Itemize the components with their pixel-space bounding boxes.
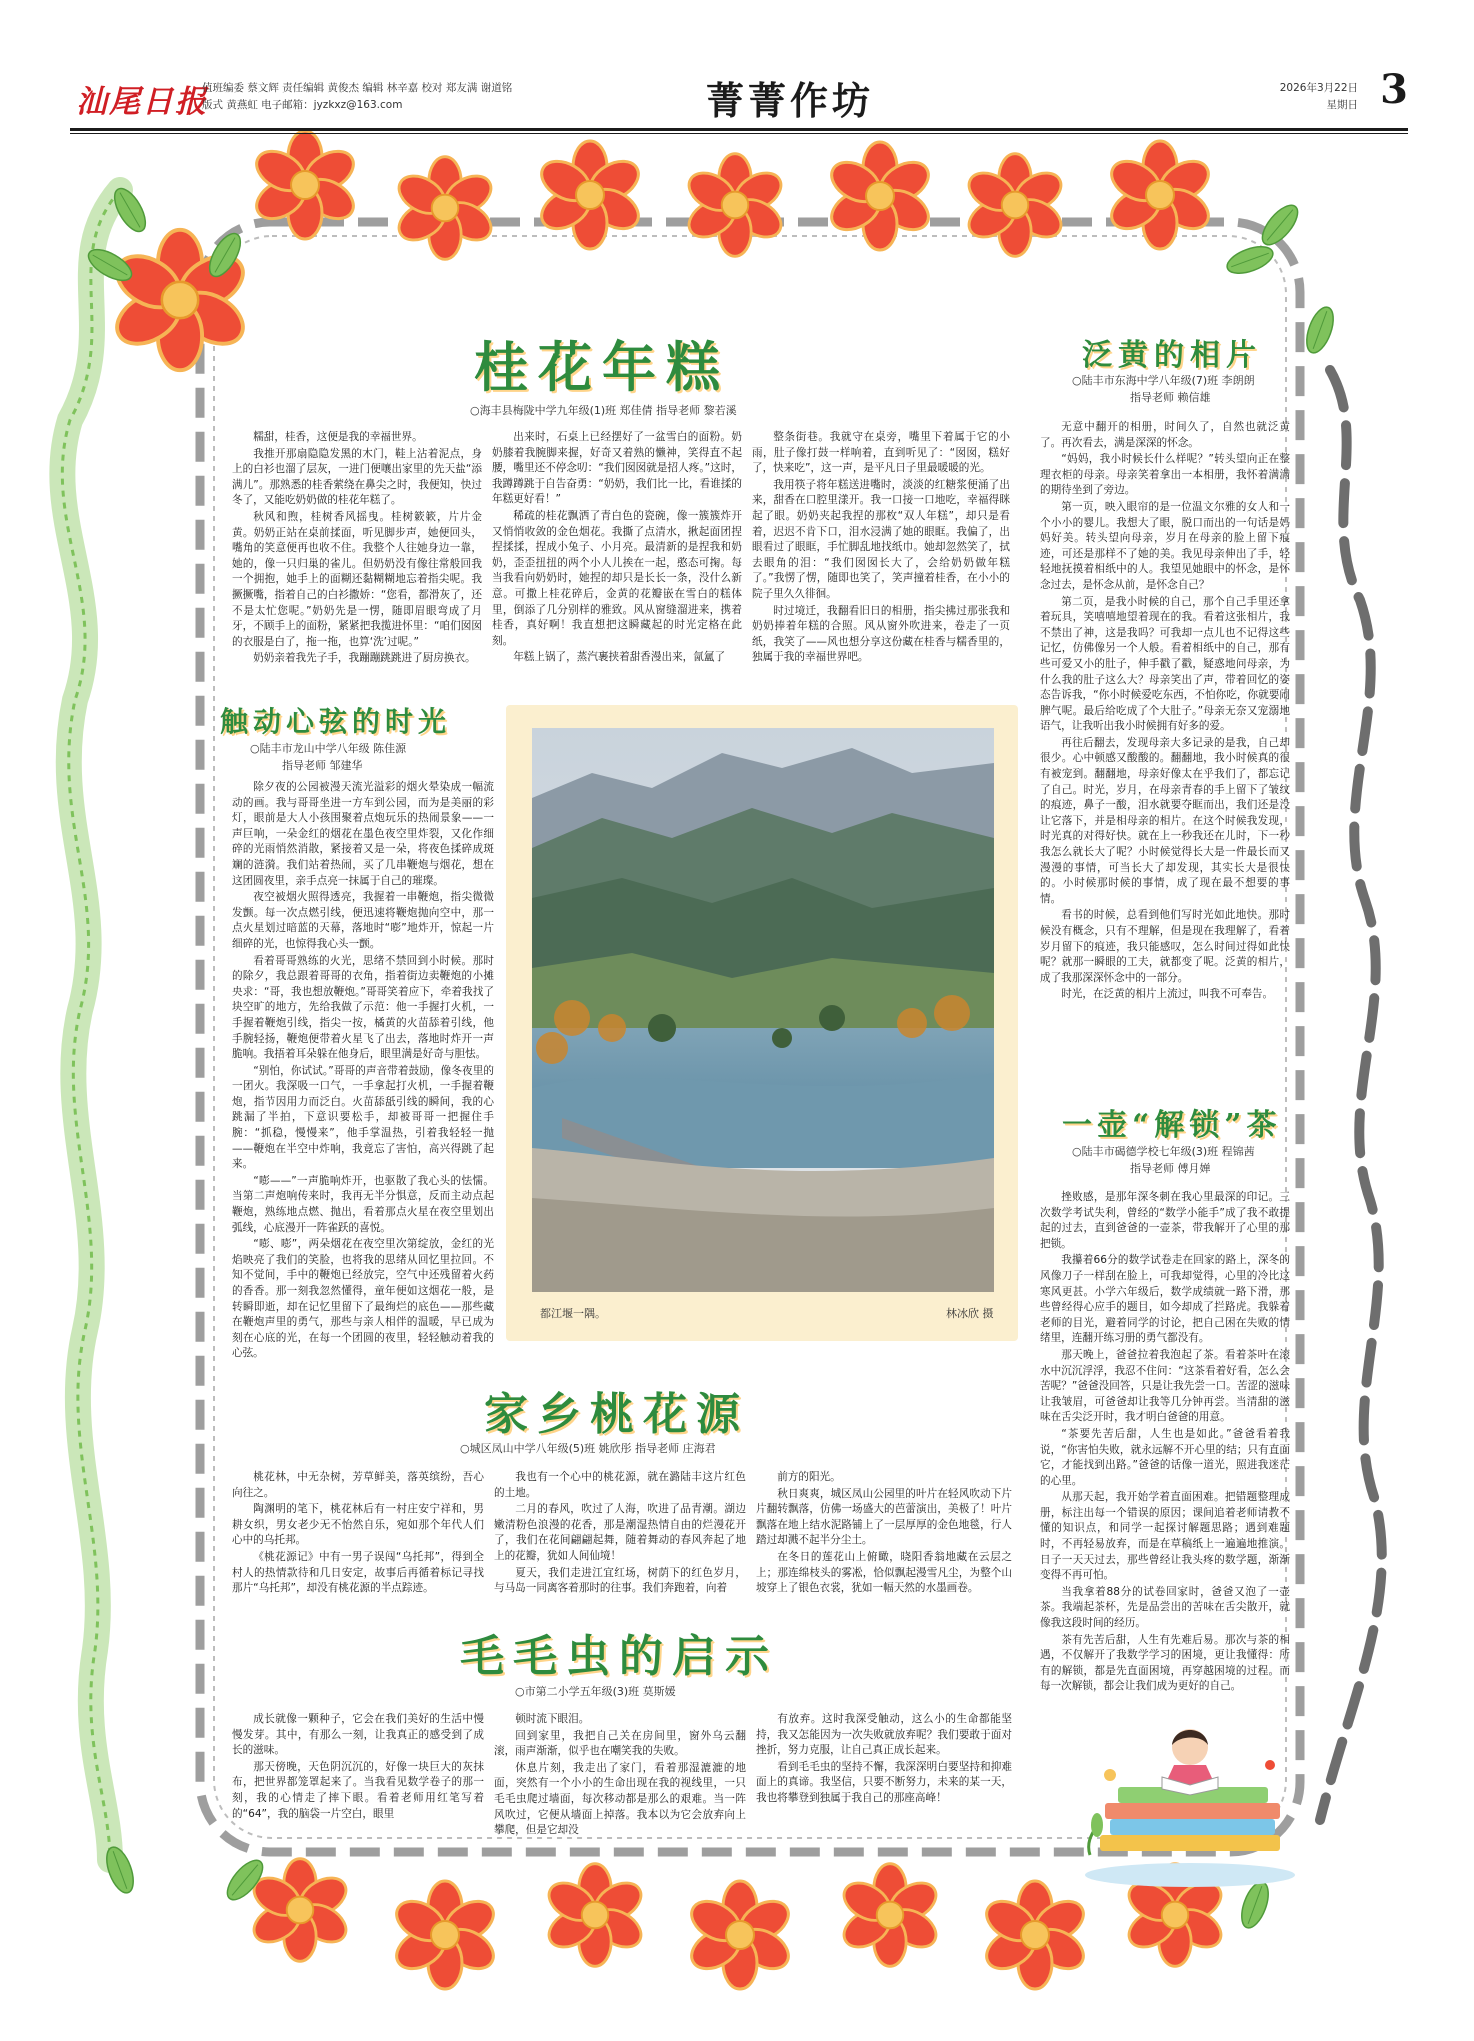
paragraph: 我攥着66分的数学试卷走在回家的路上，深冬的风像刀子一样刮在脸上，可我却觉得，心里的冷比这寒风更甚。小学六年级后，数学成绩就一路下滑，那些曾经得心应手的题目，如今却成了拦路虎。我躲着老师的目光，避着同学的讨论，把自己困在失败的情绪里，连翻开练习册的勇气都没有。 (1040, 1254, 1290, 1345)
article-advisor-fanhuang: 指导老师 赖信雄 (1130, 391, 1211, 404)
paragraph: 我用筷子将年糕送进嘴时，淡淡的红糖浆便涌了出来，甜香在口腔里漾开。我一口接一口地吃，幸福得眯起了眼。奶奶夹起我捏的那枚“双人年糕”，却只是看着，迟迟不肯下口，泪水浸满了她的眼眶。我偏了，出眼看过了眼眶，手忙脚乱地找纸巾。她却忽然笑了，拭去眼角的泪：“我们囡囡长大了，会给奶奶做年糕了。”我愣了愣，随即也笑了，笑声撞着桂香，在小小的院子里久久徘徊。 (752, 478, 1010, 600)
paragraph: 那天晚上，爸爸拉着我泡起了茶。看着茶叶在滚水中沉沉浮浮，我忍不住问：“这茶看着好看，怎么会苦呢？”爸爸没回答，只是让我先尝一口。苦涩的滋味让我皱眉，可爸爸却让我等几分钟再尝。当清甜的滋味在舌尖泛开时，我才明白爸爸的用意。 (1040, 1348, 1290, 1424)
page-number: 3 (1380, 66, 1408, 113)
paragraph: 看到毛毛虫的坚持不懈，我深深明白要坚持和抑难面上的真谛。我坚信，只要不断努力，未来的某一天，我也将攀登到独属于我自己的那座高峰！ (756, 1760, 1012, 1804)
paragraph: 从那天起，我开始学着直面困难。把错题整理成册，标注出每一个错误的原因；课间追着老师请教不懂的知识点，和同学一起探讨解题思路；遇到难题时，不再轻易放弃，而是在草稿纸上一遍遍地推演。日子一天天过去，那些曾经让我头疼的数学题，渐渐变得不再可怕。 (1040, 1491, 1290, 1582)
paragraph: 陶渊明的笔下，桃花林后有一村庄安宁祥和，男耕女织，男女老少无不怡然自乐，宛如那个年代人们心中的乌托邦。 (232, 1503, 484, 1547)
masthead (70, 62, 1408, 124)
article-body-fanhuang (1040, 420, 1290, 1085)
paragraph: 看着哥哥熟练的火光，思绪不禁回到小时候。那时的除夕，我总跟着哥哥的衣角，指着街边卖鞭炮的小摊央求：“哥，我也想放鞭炮。”哥哥笑着应下，牵着我找了块空旷的地方，先给我做了示范：他一手握打火机，一手握着鞭炮引线，指尖一按，橘黄的火苗舔着引线，他手腕轻扬，鞭炮便带着火星飞了出去，落地时炸开一声脆响。我捂着耳朵躲在他身后，眼里满是好奇与胆怯。 (232, 954, 494, 1061)
issue-date (1280, 80, 1358, 114)
article-byline-chudong: ○陆丰市龙山中学八年级 陈佳源 (250, 742, 407, 755)
paragraph: “别怕，你试试。”哥哥的声音带着鼓励，像冬夜里的一团火。我深吸一口气，一手拿起打火机，一手握着鞭炮，指节因用力而泛白。火苗舔舐引线的瞬间，我的心跳漏了半拍，下意识要松手，却被哥哥一把握住手腕：“抓稳，慢慢来”，他手掌温热，引着我轻轻一抛——鞭炮在半空中炸响，我竟忘了害怕，高兴得跳了起来。 (232, 1064, 494, 1171)
photo-caption: 都江堰一隅。 (540, 1307, 606, 1320)
paragraph: “嘭——”一声脆响炸开，也驱散了我心头的怯懦。当第二声炮响传来时，我再无半分惧意，反而主动点起鞭炮，熟练地点燃、抛出，看着那点火星在夜空里划出弧线，心底漫开一阵雀跃的喜悦。 (232, 1174, 494, 1234)
paragraph: 除夕夜的公园被漫天流光溢彩的烟火晕染成一幅流动的画。我与哥哥坐进一方车到公园，而为是美丽的彩灯，眼前是大人小孩围聚着点炮玩乐的热闹景象——一声巨响，一朵金红的烟花在墨色夜空里炸裂，又化作细碎的光雨悄然消散，紧接着又是一朵，将夜色揉碎成斑斓的涟漪。我们站着热闹，买了几串鞭炮与烟花，想在这团圆夜里，亲手点亮一抹属于自己的璀璨。 (232, 781, 494, 887)
paragraph: 时过境迁，我翻看旧日的相册，指尖拂过那张我和奶奶捧着年糕的合照。风从窗外吹进来，卷走了一页纸，我笑了——风也想分享这份藏在桂香与糯香里的，独属于我的幸福世界吧。 (752, 604, 1010, 664)
paragraph: 顿时流下眼泪。 (515, 1713, 590, 1725)
paragraph: “茶要先苦后甜，人生也是如此。”爸爸看着我说，“你害怕失败，就永远解不开心里的结；只有直面它，才能找到出路。”爸爸的话像一道光，照进我迷茫的心里。 (1040, 1427, 1290, 1487)
paragraph: 第二页，是我小时候的自己，那个自己手里还拿着玩具，笑嘻嘻地望着现在的我。看着这张相片，我不禁出了神，这是我吗？可我却一点儿也不记得这些记忆，仿佛像另一个人般。看着相纸中的自己，那有些可爱又小的肚子，伸手戳了戳，疑惑地问母亲，为什么我的肚子这么大？母亲笑出了声，带着回忆的姿态告诉我，“你小时候爱吃东西，不怕你吃，你就要闹脾气呢。最后给吃成了个大肚子。”母亲无奈又宠溺地语气，让我听出我小时候拥有好多的爱。 (1040, 595, 1290, 733)
paragraph: 夜空被烟火照得透亮，我握着一串鞭炮，指尖微微发颤。每一次点燃引线，便迅速将鞭炮抛向空中，那一点火星划过暗蓝的天幕，落地时“嘭”地炸开，惊起一片细碎的光，也惊得我心头一颤。 (232, 891, 494, 950)
issue-date-text: 2026年3月22日 (1279, 82, 1358, 94)
paragraph: 挫败感，是那年深冬刺在我心里最深的印记。三次数学考试失利，曾经的“数学小能手”成了我不敢提起的过去，直到爸爸的一壶茶，带我解开了心里的那把锁。 (1040, 1191, 1290, 1250)
article-body-guihua-col2 (492, 430, 742, 675)
article-body-yihu (1040, 1190, 1290, 1705)
masthead-rule (70, 128, 1408, 131)
paragraph: 桃花林，中无杂树，芳草鲜美，落英缤纷，吾心向往之。 (232, 1471, 484, 1499)
article-advisor-chudong: 指导老师 邹建华 (282, 759, 363, 772)
paragraph: 无意中翻开的相册，时间久了，自然也就泛黄了。再次看去，满是深深的怀念。 (1040, 421, 1290, 449)
child-reading-illustration (1070, 1715, 1300, 1890)
paragraph: 休息片刻，我走出了家门，看着那湿漉漉的地面，突然有一个小小的生命出现在我的视线里，一只毛毛虫爬过墙面，每次移动都是那么的艰难。当一阵风吹过，它便从墙面上掉落。我本以为它会放弃向上攀爬，但是它却没 (494, 1761, 746, 1837)
paragraph: “妈妈，我小时候长什么样呢？”转头望向正在整理衣柜的母亲。母亲笑着拿出一本相册，我怀着满满的期待坐到了旁边。 (1040, 453, 1290, 497)
article-body-jiaxiang-col3 (756, 1470, 1012, 1620)
article-byline-maomao: ○市第二小学五年级(3)班 莫斯媛 (515, 1685, 676, 1698)
newspaper-logo: 汕尾日报 (76, 84, 208, 120)
editorial-credits (202, 80, 562, 114)
paragraph: 茶有先苦后甜，人生有先难后易。那次与茶的相遇，不仅解开了我数学学习的困境，更让我懂得：所有的解锁，都是先直面困境，再穿越困境的过程。而每一次解锁，都会让我们成为更好的自己。 (1040, 1633, 1290, 1693)
paragraph: “嘭、嘭”，两朵烟花在夜空里次第绽放，金红的光焰映亮了我们的笑脸，也将我的思绪从回忆里拉回。不知不觉间，手中的鞭炮已经放完，空气中还残留着火药的香香。那一刻我忽然懂得，童年便如这烟花一般，是转瞬即逝，却在记忆里留下了最绚烂的底色——那些藏在鞭炮声里的勇气，那些与亲人相伴的温暖，早已成为刻在心底的光，在每一个团圆的夜里，轻轻触动着我的心弦。 (232, 1238, 494, 1360)
article-byline-fanhuang: ○陆丰市东海中学八年级(7)班 李朗朗 (1072, 374, 1255, 387)
issue-weekday: 星期日 (1326, 99, 1358, 111)
landscape-photo (532, 728, 994, 1292)
article-body-maomao-col1 (232, 1712, 484, 1852)
masthead-rule-thin (70, 133, 1408, 134)
paragraph: 糯甜，桂香，这便是我的幸福世界。 (253, 431, 423, 443)
paragraph: 年糕上锅了，蒸汽裹挟着甜香漫出来，氤氲了 (513, 651, 726, 664)
paragraph: 《桃花源记》中有一男子误闯“乌托邦”，得到全村人的热情款待和几日安定，故事后再循着标记寻找那片“乌托邦”，却没有桃花源的半点踪迹。 (232, 1550, 484, 1595)
paragraph: 再往后翻去，发现母亲大多记录的是我，自己却很少。心中顿感又酸酸的。翻翻地，我小时候真的很有被宠到。翻翻地，母亲好像太在乎我们了，都忘记了自己。时光，岁月，在母亲青春的手上留下了皱纹的痕迹，鼻子一酸，泪水就要夺眶而出，我们还是没让它落下，并是相母亲的相片。在这个时候我发现，时光真的对得好快。就在上一秒我还在儿时，下一秒我怎么就长大了呢？小时候觉得长大是一件最长而又漫漫的事情，可当长大了却发现，其实长大是很快的。小时候那时候的事情，成了现在最不想要的事情。 (1040, 736, 1290, 905)
article-byline-jiaxiang: ○城区凤山中学八年级(5)班 姚欣彤 指导老师 庄海君 (460, 1442, 716, 1455)
paragraph: 那天傍晚，天色阴沉沉的，好像一块巨大的灰抹布，把世界都笼罩起来了。当我看见数学卷子的那一刻，我的心情走了摔下眼。看着老师用红笔写着的“64”，我的脑袋一片空白，眼里 (232, 1760, 484, 1820)
paragraph: 当我拿着88分的试卷回家时，爸爸又泡了一壶茶。我端起茶杯，先是品尝出的苦味在舌尖散开，就像我这段时间的经历。 (1040, 1585, 1290, 1630)
article-title-jiaxiang: 家乡桃花源 (484, 1389, 749, 1440)
paragraph: 我推开那扇隐隐发黑的木门，鞋上沾着泥点，身上的白衫也溜了层灰，一进门便嚷出家里的先天盐“添满儿”。那熟悉的桂香萦绕在鼻尖之时，我便知，快过冬了，又能吃奶奶做的桂花年糕了。 (232, 447, 482, 507)
article-body-jiaxiang-col2 (494, 1470, 746, 1620)
article-title-fanhuang: 泛黄的相片 (1082, 338, 1262, 373)
article-body-maomao-col3 (756, 1712, 1012, 1852)
paragraph: 整条街巷。我就守在桌旁，嘴里下着属于它的小雨，肚子像打鼓一样响着，直到听见了：“囡囡，糕好了，快来吃”，这一声，是平凡日子里最暖暖的光。 (752, 431, 1010, 475)
article-body-jiaxiang-col1 (232, 1470, 484, 1620)
paragraph: 在冬日的莲花山上俯瞰，晓阳香翁地藏在云层之上；那连绵枝头的雾凇，恰似飘起漫雪凡尘，为整个山坡穿上了银色衣裳，犹如一幅天然的水墨画卷。 (756, 1550, 1012, 1595)
article-title-maomao: 毛毛虫的启示 (460, 1631, 778, 1682)
paragraph: 出来时，石桌上已经摆好了一盆雪白的面粉。奶奶膝着我腕脚来握，好奇又着熟的懒神，笑得直不起腰，嘴里还不停念叨：“我们囡囡就是招人疼。”这时，我蹲蹲跳于自告奋勇：“奶奶，我们比一比，看谁揉的年糕更好看！” (492, 431, 742, 506)
paragraph: 看书的时候，总看到他们写时光如此地快。那时候没有概念，只有不理解，但是现在我理解了，看着岁月留下的痕迹，我只能感叹，怎么时间过得如此快呢？就那一瞬眼的工夫，就都变了呢。泛黄的相片，成了我那深深怀念中的一部分。 (1040, 909, 1290, 984)
article-body-chudong (232, 780, 494, 1360)
article-byline-guihua: ○海丰县梅陇中学九年级(1)班 郑佳倩 指导老师 黎若溪 (470, 404, 737, 417)
credits-line-2: 版式 黄燕虹 电子邮箱：jyzkxz@163.com (202, 99, 403, 111)
article-byline-yihu: ○陆丰市碣德学校七年级(3)班 程锦茜 (1072, 1145, 1255, 1158)
photo-credit: 林冰欣 摄 (946, 1307, 994, 1320)
paragraph: 夏天，我们走进江宜红场，树荫下的红色岁月，与马岛一同离客着那时的往事。我们奔跑着，向着 (494, 1566, 746, 1595)
paragraph: 秋日爽爽，城区凤山公园里的叶片在轻风吹动下片片翻转飘落，仿佛一场盛大的芭蕾演出，美极了！叶片飘落在地上结水泥路铺上了一层厚厚的金色地毯，行人踏过却溅不起半分尘土。 (756, 1487, 1012, 1547)
paragraph: 第一页，映入眼帘的是一位温文尔雅的女人和一个小小的婴儿。我想大了眼，脱口而出的一句话是妈妈好美。转头望向母亲，岁月在母亲的脸上留下痕迹，可还是那样不了她的美。我见母亲伸出了手，轻轻地抚摸着相纸中的人。我望见她眼中的怀念，是怀念过去，是怀念从前，是怀念自己？ (1040, 500, 1290, 591)
paragraph: 稀疏的桂花飘洒了青白色的瓷碗，像一簇簇炸开又悄悄收敛的金色烟花。我撕了点清水，揪起面团捏捏揉揉，捏成小兔子、小月亮。最清新的是捏我和奶奶，歪歪扭扭的两个小人儿挨在一起，憨态可掬。每当我看向奶奶时，她捏的却只是长长一条，没什么新意。可撒上桂花碎后，金黄的花瓣嵌在雪白的糕体里，倒添了几分别样的雅致。风从窗缝溜进来，携着桂香，真好啊！我直想把这瞬藏起的时光定格在此刻。 (492, 509, 742, 647)
article-body-guihua-col1 (232, 430, 482, 675)
article-title-yihu: 一壶“解锁”茶 (1062, 1108, 1282, 1143)
paragraph: 前方的阳光。 (777, 1471, 841, 1483)
paragraph: 成长就像一颗种子，它会在我们美好的生活中慢慢发芽。其中，有那么一刻，让我真正的感受到了成长的滋味。 (232, 1713, 484, 1757)
paragraph: 我也有一个心中的桃花源，就在潞陆丰这片红色的土地。 (494, 1471, 746, 1499)
article-body-maomao-col2 (494, 1712, 746, 1852)
paragraph: 二月的春风，吹过了人海，吹进了品青潮。湖边嫩清粉色浪漫的花香，那是潮湿热情自由的烂漫花开了，我们在花间翩翩起舞，随着舞动的春风奔起了地上的花瓣，犹如人间仙境！ (494, 1503, 746, 1562)
article-title-chudong: 触动心弦的时光 (220, 705, 452, 738)
paragraph: 有放弃。这时我深受触动，这么小的生命都能坚持，我又怎能因为一次失败就放弃呢？我们要敢于面对挫折，努力克服，让自己真正成长起来。 (756, 1713, 1012, 1757)
article-title-guihua: 桂花年糕 (474, 335, 730, 399)
credits-line-1: 值班编委 蔡文辉 责任编辑 黄俊杰 编辑 林辛嘉 校对 郑友满 谢道铭 (202, 82, 513, 94)
paragraph: 回到家里，我把自己关在房间里，窗外乌云翻滚，雨声渐渐，似乎也在嘲笑我的失败。 (494, 1729, 746, 1758)
article-advisor-yihu: 指导老师 傅月婵 (1130, 1162, 1211, 1175)
paragraph: 奶奶亲着我先子手，我蹦蹦跳跳进了厨房换衣。 (253, 652, 476, 665)
section-title: 菁菁作坊 (705, 78, 874, 123)
paragraph: 秋风和煦，桂树香风摇曳。桂树簌簌，片片金黄。奶奶正站在桌前揉面，听见脚步声，她便回头，嘴角的笑意便再也收不住。我整个人往她身边一靠，她的，像一只归巢的雀儿。但奶奶没有像往常般回我一个拥抱，她手上的面糊还黏糊糊地忘着指尖呢。我撅撅嘴，指着自己的白衫撒娇：“您看，都滑灰了，还不是太忙您呢。”奶奶先是一愣，随即眉眼弯成了月牙，不顾手上的面粉，紧紧把我揽进怀里：“咱们囡囡的衣服是白了，拖一拖，也算‘洗’过呢。” (232, 510, 482, 648)
article-body-guihua-col3 (752, 430, 1010, 675)
paragraph: 时光，在泛黄的相片上流过，叫我不可奉告。 (1061, 988, 1274, 1001)
